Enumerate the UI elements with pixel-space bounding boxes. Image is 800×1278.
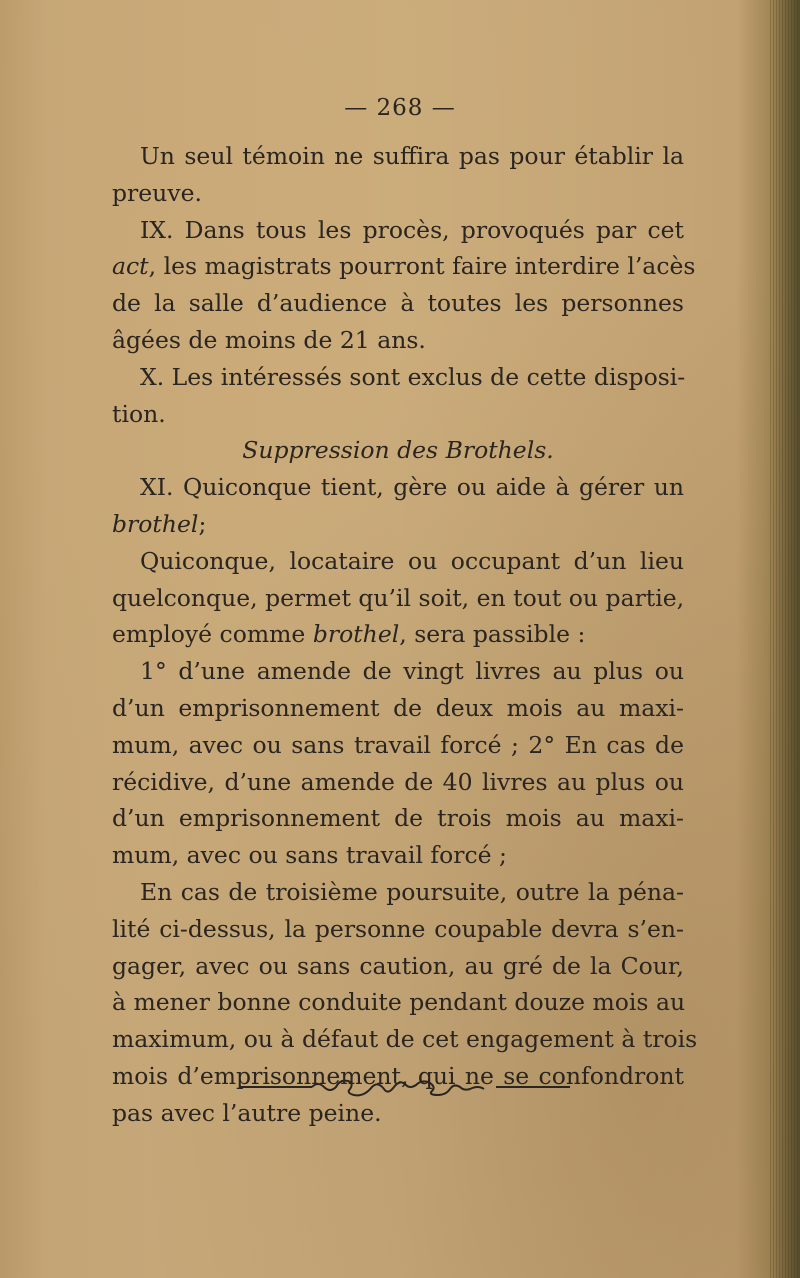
italic-term: act [112, 252, 149, 281]
text-line: lité ci-dessus, la personne coupable devra s’en- [112, 914, 684, 943]
text-line: IX. Dans tous les procès, provoqués par cet [140, 215, 684, 244]
text-line: mum, avec ou sans travail forcé ; 2° En cas de [112, 730, 684, 759]
text-line: preuve. [112, 178, 202, 207]
text-line: d’un emprisonnement de trois mois au maxi- [112, 804, 684, 833]
text-line: à mener bonne conduite pendant douze mois au [112, 988, 686, 1017]
text-line: 1° d’une amende de vingt livres au plus ou [140, 657, 684, 686]
text-line: Quiconque, locataire ou occupant d’un lieu [140, 546, 684, 575]
text-line: employé comme brothel, sera passible : [112, 620, 586, 649]
text-line: tion. [112, 399, 166, 428]
text-line: de la salle d’audience à toutes les personnes [112, 289, 684, 318]
text-line: âgées de moins de 21 ans. [112, 325, 426, 354]
page-number: — 268 — [344, 95, 456, 121]
text-line: quelconque, permet qu’il soit, en tout ou partie, [112, 583, 685, 612]
italic-term: brothel [112, 509, 199, 538]
text-line: mum, avec ou sans travail forcé ; [112, 841, 507, 870]
page-edge [770, 0, 800, 1278]
italic-term: brothel [312, 620, 400, 649]
text-line: XI. Quiconque tient, gère ou aide à gérer un [140, 473, 684, 502]
text-line: X. Les intéressés sont exclus de cette disposi- [140, 362, 686, 391]
text-line: act, les magistrats pourront faire interdire l’acès [112, 252, 696, 281]
text-line: récidive, d’une amende de 40 livres au plus ou [112, 767, 684, 796]
text-line: brothel; [112, 509, 207, 538]
section-heading: Suppression des Brothels. [242, 436, 554, 465]
text-line: Un seul témoin ne suffira pas pour établir la [140, 142, 684, 170]
body-text [112, 138, 698, 1132]
tailpiece-flourish-icon [240, 1072, 570, 1102]
text-line: mois d’emprisonnement, qui ne se confondront [112, 1061, 684, 1090]
text-line: gager, avec ou sans caution, au gré de la Cour, [112, 951, 684, 980]
text-line: pas avec l’autre peine. [112, 1098, 382, 1127]
text-line: En cas de troisième poursuite, outre la péna- [140, 877, 684, 906]
text-line: maximum, ou à défaut de cet engagement à trois [112, 1025, 698, 1054]
text-line: d’un emprisonnement de deux mois au maxi- [112, 693, 684, 722]
